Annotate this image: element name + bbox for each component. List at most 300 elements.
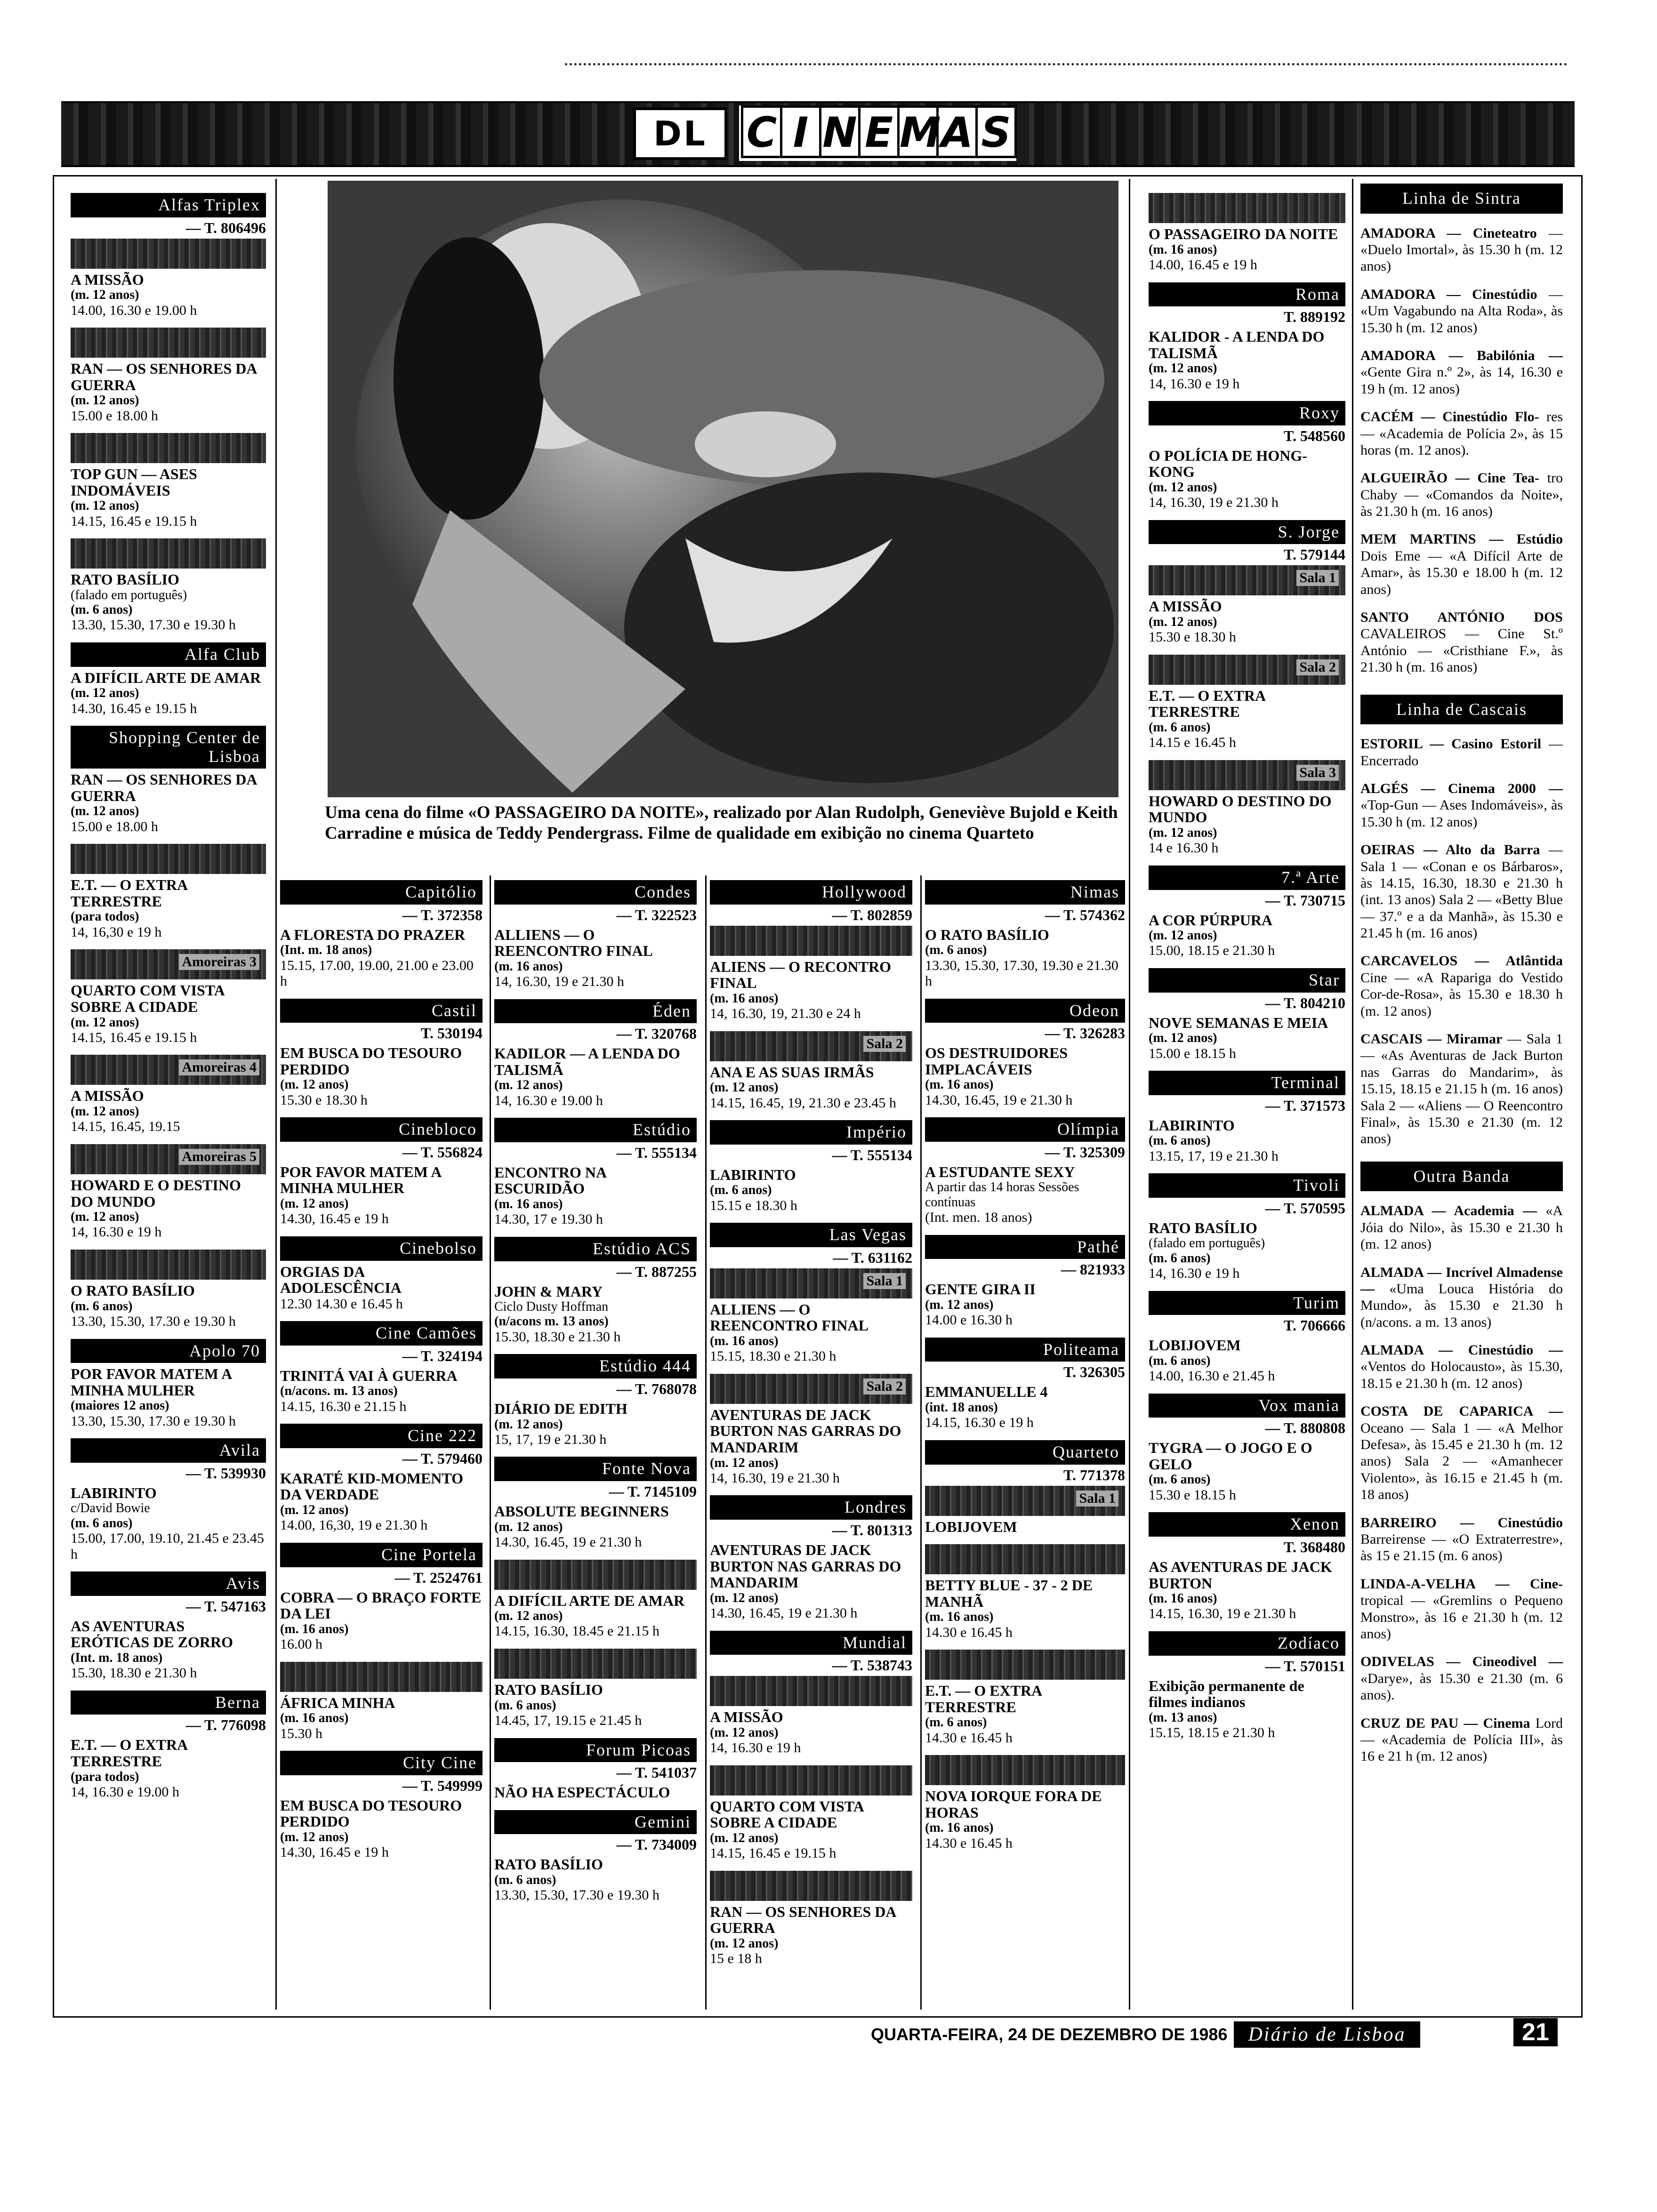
cinema-name: Forum Picoas — [494, 1738, 697, 1763]
age-rating: (m. 12 anos) — [710, 1455, 779, 1470]
cinema-listing — [280, 1321, 483, 1414]
region-list — [1360, 736, 1563, 1147]
film-title: A DIFÍCIL ARTE DE AMAR — [494, 1592, 685, 1609]
age-rating: (m. 12 anos) — [71, 1210, 139, 1225]
cinema-phone: — T. 372358 — [402, 906, 483, 923]
cinema-name: Apolo 70 — [71, 1339, 266, 1363]
film-title: A DIFÍCIL ARTE DE AMAR — [71, 669, 261, 686]
film-title: ANA E AS SUAS IRMÃS — [710, 1063, 874, 1081]
regional-listing — [1360, 1715, 1563, 1765]
age-rating: (m. 6 anos) — [494, 1872, 556, 1887]
cinema-listing — [280, 1236, 483, 1312]
cinema-phone: — 821933 — [1061, 1261, 1125, 1278]
regional-listing — [1360, 609, 1563, 676]
cinema-name: Fonte Nova — [494, 1457, 697, 1481]
regional-venue: AMADORA — Cinestúdio — [1360, 286, 1537, 302]
age-rating: (int. 18 anos) — [925, 1400, 998, 1415]
cinema-phone: — T. 2524761 — [394, 1569, 483, 1586]
region-header: Linha de Cascais — [1360, 695, 1563, 725]
region-header: Linha de Sintra — [1360, 184, 1563, 214]
film-title: LABIRINTO — [71, 1484, 157, 1501]
showtimes: (Int. men. 18 anos) — [925, 1210, 1032, 1226]
screen-band — [71, 239, 266, 269]
film-title: DIÁRIO DE EDITH — [494, 1400, 627, 1417]
cinema-phone: — T. 570595 — [1265, 1199, 1345, 1217]
regional-details: — «Um Vagabundo na Alta Roda», às 15.30 h (m. 12 anos) — [1360, 286, 1563, 336]
title-letter: I — [780, 105, 821, 158]
film-title: ORGIAS DA ADOLESCÊNCIA — [280, 1263, 402, 1297]
film-title: OS DESTRUIDORES IMPLACÁVEIS — [925, 1044, 1068, 1078]
cinema-listing — [71, 193, 266, 318]
screen-band — [1149, 760, 1345, 790]
screen-label: Amoreiras 5 — [179, 1149, 259, 1165]
film-title: EMMANUELLE 4 — [925, 1383, 1048, 1401]
showtimes: 15.15, 17.00, 19.00, 21.00 e 23.00 h — [280, 957, 474, 989]
regional-listing — [1360, 1342, 1563, 1392]
cinema-listing — [71, 1144, 266, 1240]
cinema-listing — [1149, 1173, 1345, 1281]
showtimes: 15.15, 18.15 e 21.30 h — [1149, 1725, 1275, 1741]
cinema-name: Avila — [71, 1438, 266, 1463]
cinema-phone: T. 889192 — [1284, 308, 1345, 326]
age-rating: (m. 6 anos) — [71, 602, 133, 617]
cinema-listing — [925, 880, 1125, 989]
showtimes: 13.30, 15.30, 17.30 e 19.30 h — [71, 617, 236, 633]
screen-band — [925, 1755, 1125, 1785]
showtimes: 12.30 14.30 e 16.45 h — [280, 1296, 403, 1312]
regional-venue: LINDA-A-VELHA — Cine- — [1360, 1576, 1563, 1592]
cinema-phone: — T. 804210 — [1265, 994, 1345, 1011]
showtimes: 14.30 e 16.45 h — [925, 1835, 1013, 1851]
film-title: O RATO BASÍLIO — [925, 926, 1049, 943]
cinema-listing — [1149, 282, 1345, 392]
film-title: A MISSÃO — [1149, 598, 1222, 615]
regional-listing — [1360, 1264, 1563, 1331]
regional-details: «Top-Gun — Ases Indomáveis», às 15.30 h (m. 12 anos) — [1360, 797, 1563, 830]
film-title: E.T. — O EXTRA TERRESTRE — [1149, 687, 1265, 721]
age-rating: (m. 16 anos) — [925, 1077, 994, 1092]
regional-details: «Gente Gira n.º 2», às 14, 16.30 e 19 h (m. 12 anos) — [1360, 364, 1563, 397]
age-rating: (n/acons m. 13 anos) — [494, 1314, 609, 1329]
film-note: A partir das 14 horas Sessões contínuas — [925, 1180, 1079, 1210]
cinema-phone: — T. 574362 — [1045, 906, 1125, 923]
cinema-phone: — T. 631162 — [833, 1249, 912, 1266]
cinema-listing — [1149, 866, 1345, 959]
screen-band — [925, 1486, 1125, 1516]
cinema-name: Pathé — [925, 1235, 1125, 1259]
cinema-phone: — T. 734009 — [616, 1836, 697, 1853]
age-rating: (m. 16 anos) — [1149, 1591, 1217, 1606]
cinema-name: Mundial — [710, 1631, 912, 1655]
age-rating: (m. 12 anos) — [710, 1725, 779, 1740]
cinema-listing — [1149, 655, 1345, 751]
cinema-phone: — T. 570151 — [1265, 1657, 1345, 1675]
cinema-listing — [494, 880, 697, 990]
cinema-phone: — T. 7145109 — [609, 1483, 697, 1500]
screen-band — [710, 926, 912, 956]
age-rating: (m. 16 anos) — [280, 1621, 349, 1636]
cinema-listing — [710, 1871, 912, 1967]
cinema-listing — [710, 1223, 912, 1364]
age-rating: (m. 12 anos) — [494, 1609, 563, 1624]
cinema-name: Las Vegas — [710, 1223, 912, 1247]
title-letter: M — [897, 105, 939, 158]
screen-band — [925, 1650, 1125, 1680]
cinema-phone: — T. 880808 — [1265, 1419, 1345, 1437]
showtimes: 14, 16.30 e 19 h — [1149, 1266, 1240, 1282]
showtimes: 14, 16.30, 19 e 21.30 h — [710, 1470, 840, 1486]
film-title: RAN — OS SENHORES DA GUERRA — [710, 1903, 896, 1937]
age-rating: (m. 16 anos) — [280, 1711, 349, 1726]
film-title: A FLORESTA DO PRAZER — [280, 926, 466, 943]
regional-venue: OEIRAS — Alto da Barra — [1360, 842, 1540, 858]
age-rating: (m. 16 anos) — [494, 959, 563, 974]
age-rating: (para todos) — [71, 1769, 139, 1784]
showtimes: 14.00, 16.45 e 19 h — [1149, 256, 1257, 272]
title-letter: E — [858, 105, 900, 158]
age-rating: (m. 6 anos) — [1149, 1250, 1211, 1266]
cinema-phone: — T. 579460 — [402, 1450, 483, 1467]
cinema-listing — [710, 1031, 912, 1111]
regional-venue: CACÉM — Cinestúdio Flo- — [1360, 409, 1539, 425]
film-title: GENTE GIRA II — [925, 1281, 1036, 1298]
cinema-name: Berna — [71, 1691, 266, 1715]
film-title: RATO BASÍLIO — [494, 1681, 603, 1699]
film-title: E.T. — O EXTRA TERRESTRE — [71, 876, 187, 910]
region-header: Outra Banda — [1360, 1162, 1563, 1192]
regional-venue: CASCAIS — Miramar — [1360, 1031, 1503, 1047]
film-title: A MISSÃO — [71, 1087, 144, 1105]
cinema-phone: T. 548560 — [1284, 427, 1345, 444]
showtimes: 14.30 e 16.45 h — [925, 1624, 1013, 1640]
film-title: POR FAVOR MATEM A MINHA MULHER — [280, 1163, 441, 1197]
cinema-name: Cine Camões — [280, 1321, 483, 1346]
age-rating: (m. 16 anos) — [710, 991, 779, 1006]
regional-venue: ALMADA — Academia — — [1360, 1203, 1537, 1219]
regional-details: tro Chaby — «Comandos da Noite», às 21.30 h (m. 16 anos) — [1360, 470, 1563, 520]
age-rating: (m. 12 anos) — [1149, 614, 1217, 629]
regional-details: Dois Eme — «A Difícil Arte de Amar», às 15.30 e 18.00 h (m. 12 anos) — [1360, 548, 1563, 597]
showtimes: 15.00 e 18.00 h — [71, 818, 158, 834]
cinema-listing — [1149, 1512, 1345, 1622]
screen-label: Sala 1 — [863, 1273, 906, 1289]
regional-details: Barreirense — «O Extraterrestre», às 15 e 21.15 (m. 6 anos) — [1360, 1531, 1563, 1564]
film-title: BETTY BLUE - 37 - 2 DE MANHÃ — [925, 1577, 1093, 1610]
age-rating: (m. 6 anos) — [494, 1698, 556, 1713]
age-rating: (m. 6 anos) — [1149, 720, 1211, 735]
cinema-phone: — T. 555134 — [832, 1146, 912, 1163]
showtimes: 15.00, 18.15 e 21.30 h — [1149, 943, 1275, 959]
showtimes: 14.30, 16.45, 19 e 21.30 h — [710, 1605, 858, 1621]
film-title: TRINITÁ VAI À GUERRA — [280, 1367, 458, 1384]
showtimes: 15.30 h — [280, 1725, 322, 1741]
cinema-phone: — T. 539930 — [185, 1464, 266, 1482]
showtimes: 15.30 e 18.30 h — [280, 1092, 368, 1108]
showtimes: 14, 16.30, 19 e 21.30 h — [1149, 495, 1279, 511]
showtimes: 14.30, 16.45 e 19 h — [280, 1844, 389, 1860]
showtimes: 14.30, 16.45, 19 e 21.30 h — [925, 1092, 1073, 1108]
regional-listing — [1360, 409, 1563, 458]
screen-band — [1149, 565, 1345, 595]
age-rating: (m. 16 anos) — [925, 1610, 994, 1625]
cinema-listing — [925, 1440, 1125, 1535]
cinema-name: Capitólio — [280, 880, 483, 905]
film-title: QUARTO COM VISTA SOBRE A CIDADE — [71, 982, 225, 1015]
showtimes: 15.15, 18.30 e 21.30 h — [710, 1348, 837, 1364]
title-letter: S — [975, 105, 1017, 158]
regional-venue: MEM MARTINS — Estúdio — [1360, 531, 1563, 547]
cinema-name: Politeama — [925, 1338, 1125, 1362]
film-still-photo — [328, 181, 1118, 797]
showtimes: 14.15, 16.30 e 21.15 h — [280, 1398, 407, 1414]
cinema-listing — [71, 538, 266, 633]
regional-listing — [1360, 736, 1563, 769]
showtimes: 14, 16.30 e 19 h — [1149, 376, 1240, 392]
showtimes: 13.30, 15.30, 17.30 e 19.30 h — [71, 1413, 236, 1429]
film-title: HOWARD O DESTINO DO MUNDO — [1149, 792, 1332, 826]
regional-listing — [1360, 286, 1563, 336]
showtimes: 14.00, 16,30, 19 e 21.30 h — [280, 1517, 428, 1533]
cinema-listing — [71, 1438, 266, 1562]
age-rating: (m. 6 anos) — [925, 943, 987, 958]
age-rating: (m. 6 anos) — [1149, 1472, 1211, 1487]
column-rule — [920, 875, 922, 2010]
age-rating: (m. 6 anos) — [1149, 1133, 1211, 1148]
listing-column — [1149, 184, 1345, 2010]
cinema-phone: — T. 802859 — [832, 906, 912, 923]
cinema-listing — [280, 880, 483, 989]
age-rating: (m. 12 anos) — [71, 1104, 139, 1119]
film-title: ALLIENS — O REENCONTRO FINAL — [710, 1300, 869, 1334]
cinema-listing — [494, 1118, 697, 1227]
film-title: KARATÉ KID-MOMENTO DA VERDADE — [280, 1469, 464, 1503]
cinema-name: Castil — [280, 999, 483, 1023]
cinema-phone: — T. 538743 — [832, 1657, 912, 1674]
cinema-phone: — T. 326283 — [1045, 1025, 1125, 1042]
age-rating: (m. 12 anos) — [710, 1590, 779, 1605]
screen-band — [1149, 193, 1345, 223]
age-rating: (m. 6 anos) — [925, 1715, 987, 1730]
cinema-listing — [925, 999, 1125, 1108]
cinema-listing — [710, 1374, 912, 1486]
age-rating: (m. 12 anos) — [71, 288, 139, 303]
regional-listing — [1360, 1515, 1563, 1564]
regional-listing — [1360, 470, 1563, 520]
age-rating: (m. 12 anos) — [710, 1936, 779, 1951]
cinema-listing — [71, 1250, 266, 1330]
cinema-listing — [925, 1650, 1125, 1746]
film-title: POR FAVOR MATEM A MINHA MULHER — [71, 1365, 232, 1399]
regional-venue: AMADORA — Cineteatro — [1360, 225, 1537, 241]
cinema-listing — [71, 726, 266, 834]
film-title: RATO BASÍLIO — [494, 1856, 603, 1873]
showtimes: 14, 16.30, 19 e 21.30 h — [494, 974, 624, 990]
showtimes: 13.30, 15.30, 17.30 e 19.30 h — [494, 1887, 660, 1903]
age-rating: (m. 12 anos) — [925, 1297, 994, 1312]
cinema-listing — [925, 1117, 1125, 1225]
cinema-name: Império — [710, 1120, 912, 1145]
screen-band — [71, 538, 266, 569]
cinema-name: Terminal — [1149, 1071, 1345, 1095]
cinema-phone: — T. 541037 — [616, 1764, 697, 1781]
section-title-cinemas — [739, 105, 1016, 161]
column-rule — [1129, 179, 1130, 2010]
listing-column — [710, 871, 912, 2212]
showtimes: 14.30, 16.45, 19 e 21.30 h — [494, 1534, 642, 1550]
film-title: A MISSÃO — [71, 271, 144, 288]
cinema-listing — [71, 1691, 266, 1800]
cinema-listing — [494, 1738, 697, 1801]
cinema-phone: T. 579144 — [1284, 546, 1345, 563]
age-rating: (m. 12 anos) — [71, 498, 139, 513]
showtimes: 14.30, 17 e 19.30 h — [494, 1211, 603, 1227]
cinema-listing — [71, 1339, 266, 1429]
showtimes: 13.30, 15.30, 17.30, 19.30 e 21.30 h — [925, 957, 1118, 989]
cinema-listing — [71, 433, 266, 529]
regional-listing — [1360, 531, 1563, 598]
showtimes: 14, 16.30 e 19 h — [71, 1224, 162, 1240]
screen-label: Sala 3 — [1296, 765, 1339, 781]
cinema-listing — [710, 880, 912, 1022]
showtimes: 14.15, 16.30, 19 e 21.30 h — [1149, 1606, 1296, 1622]
title-letter: A — [936, 105, 978, 158]
showtimes: 14.00 e 16.30 h — [925, 1312, 1013, 1328]
regional-column — [1360, 184, 1563, 2010]
regional-details: «Ventos do Holocausto», às 15.30, 18.15 e 21.30 h (m. 12 anos) — [1360, 1359, 1563, 1391]
showtimes: 14, 16.30 e 19.00 h — [71, 1784, 179, 1800]
cinema-phone: T. 326305 — [1063, 1363, 1125, 1381]
film-title: EM BUSCA DO TESOURO PERDIDO — [280, 1796, 462, 1830]
showtimes: 15.30, 18.30 e 21.30 h — [71, 1665, 197, 1681]
film-title: ALLIENS — O REENCONTRO FINAL — [494, 926, 653, 960]
screen-band — [710, 1765, 912, 1795]
cinema-listing — [1149, 520, 1345, 645]
film-title: RAN — OS SENHORES DA GUERRA — [71, 771, 257, 804]
cinema-name: Odeon — [925, 999, 1125, 1023]
showtimes: 14.30 e 16.45 h — [925, 1730, 1013, 1746]
cinema-name: Estúdio ACS — [494, 1237, 697, 1261]
regional-listing — [1360, 225, 1563, 275]
showtimes: 15 e 18 h — [710, 1951, 762, 1967]
showtimes: 16.00 h — [280, 1636, 322, 1652]
film-title: NÃO HA ESPECTÁCULO — [494, 1784, 670, 1801]
film-title: JOHN & MARY — [494, 1282, 603, 1300]
cinema-listing — [1149, 1631, 1345, 1741]
cinema-listing — [710, 1631, 912, 1756]
cinema-name: S. Jorge — [1149, 520, 1345, 545]
film-title: LABIRINTO — [710, 1166, 796, 1183]
regional-venue: ALMADA — Cinestúdio — — [1360, 1342, 1563, 1358]
cinema-listing — [925, 1544, 1125, 1640]
cinema-listing — [71, 949, 266, 1045]
header-dotted-rule — [565, 63, 1568, 65]
cinema-listing — [710, 1120, 912, 1213]
showtimes: 14.15, 16.45, 19, 21.30 e 23.45 h — [710, 1095, 896, 1111]
cinema-phone: — T. 730715 — [1265, 891, 1345, 909]
showtimes: 15.00 e 18.00 h — [71, 408, 158, 424]
cinema-phone: T. 771378 — [1063, 1466, 1125, 1483]
age-rating: (m. 6 anos) — [71, 1298, 133, 1314]
cinema-listing — [280, 999, 483, 1108]
film-title: NOVE SEMANAS E MEIA — [1149, 1014, 1328, 1031]
listing-column — [494, 871, 697, 2212]
listing-column — [71, 184, 266, 2010]
regional-details: — Sala 1 — «Conan e os Bárbaros», às 14.15, 16.30, 18.30 e 21.30 h (int. 13 anos) Sala 2 — «Betty Blue — 37.º e a da Manhã», às 15.30 e 21.45 h (m. 16 anos) — [1360, 842, 1563, 941]
cinema-listing — [494, 1649, 697, 1729]
film-title: O RATO BASÍLIO — [71, 1282, 195, 1299]
showtimes: 14.15, 16.45 e 19.15 h — [71, 1029, 197, 1045]
film-title: ABSOLUTE BEGINNERS — [494, 1503, 669, 1520]
film-title: A ESTUDANTE SEXY — [925, 1163, 1075, 1180]
regional-listing — [1360, 780, 1563, 830]
cinema-phone: T. 368480 — [1284, 1539, 1345, 1556]
column-rule — [1352, 179, 1353, 2010]
screen-band — [71, 328, 266, 358]
regional-venue: BARREIRO — Cinestúdio — [1360, 1515, 1563, 1531]
column-rule — [490, 875, 491, 2010]
screen-band — [71, 1250, 266, 1280]
page-number: 21 — [1513, 2018, 1558, 2046]
cinema-phone: — T. 801313 — [832, 1522, 912, 1539]
screen-label: Sala 1 — [1076, 1491, 1118, 1507]
cinema-listing — [71, 844, 266, 940]
screen-label: Sala 2 — [1296, 659, 1339, 675]
cinema-listing — [494, 1457, 697, 1550]
cinema-listing — [71, 1571, 266, 1681]
showtimes: 13.15, 17, 19 e 21.30 h — [1149, 1148, 1279, 1164]
age-rating: (n/acons. m. 13 anos) — [280, 1384, 398, 1399]
film-title: Exibição permanente de filmes indianos — [1149, 1677, 1304, 1711]
cinema-listing — [494, 1560, 697, 1640]
film-title: AVENTURAS DE JACK BURTON NAS GARRAS DO MANDARIM — [710, 1406, 901, 1456]
showtimes: 14.30, 16.45 e 19 h — [280, 1211, 389, 1227]
age-rating: (m. 12 anos) — [1149, 480, 1217, 495]
showtimes: 14.00, 16.30 e 21.45 h — [1149, 1368, 1275, 1384]
cinema-listing — [710, 1495, 912, 1621]
film-title: KADILOR — A LENDA DO TALISMÃ — [494, 1045, 680, 1078]
cinema-name: Cinebolso — [280, 1236, 483, 1261]
region-list — [1360, 1202, 1563, 1764]
cinema-phone: — T. 806496 — [185, 219, 266, 236]
age-rating: (m. 12 anos) — [1149, 928, 1217, 943]
film-title: E.T. — O EXTRA TERRESTRE — [925, 1682, 1042, 1715]
column-rule — [705, 875, 707, 2010]
film-title: NOVA IORQUE FORA DE HORAS — [925, 1787, 1102, 1821]
showtimes: 14.15, 16.45, 19.15 — [71, 1119, 180, 1135]
screen-band — [494, 1649, 697, 1679]
cinema-listing — [494, 1810, 697, 1903]
cinema-listing — [280, 1424, 483, 1533]
regional-details: «A Jóia do Nilo», às 15.30 e 21.30 h (m. 12 anos) — [1360, 1203, 1563, 1252]
cinema-name: Vox mania — [1149, 1394, 1345, 1418]
regional-listing — [1360, 1202, 1563, 1252]
cinema-name: Cine Portela — [280, 1543, 483, 1567]
film-title: COBRA — O BRAÇO FORTE DA LEI — [280, 1588, 482, 1622]
showtimes: 15.15 e 18.30 h — [710, 1197, 797, 1213]
regional-details: res — «Academia de Polícia 2», às 15 horas (m. 12 anos). — [1360, 409, 1563, 458]
cinema-listing — [710, 1765, 912, 1861]
screen-label: Sala 2 — [863, 1378, 906, 1395]
age-rating: (m. 16 anos) — [1149, 242, 1217, 257]
screen-band — [710, 1871, 912, 1901]
cinema-listing — [1149, 760, 1345, 856]
age-rating: (Int. m. 18 anos) — [71, 1650, 163, 1665]
cinema-name: Nimas — [925, 880, 1125, 905]
screen-band — [710, 1268, 912, 1298]
screen-band — [71, 1055, 266, 1085]
film-title: QUARTO COM VISTA SOBRE A CIDADE — [710, 1797, 864, 1831]
cinema-listing — [494, 1237, 697, 1345]
